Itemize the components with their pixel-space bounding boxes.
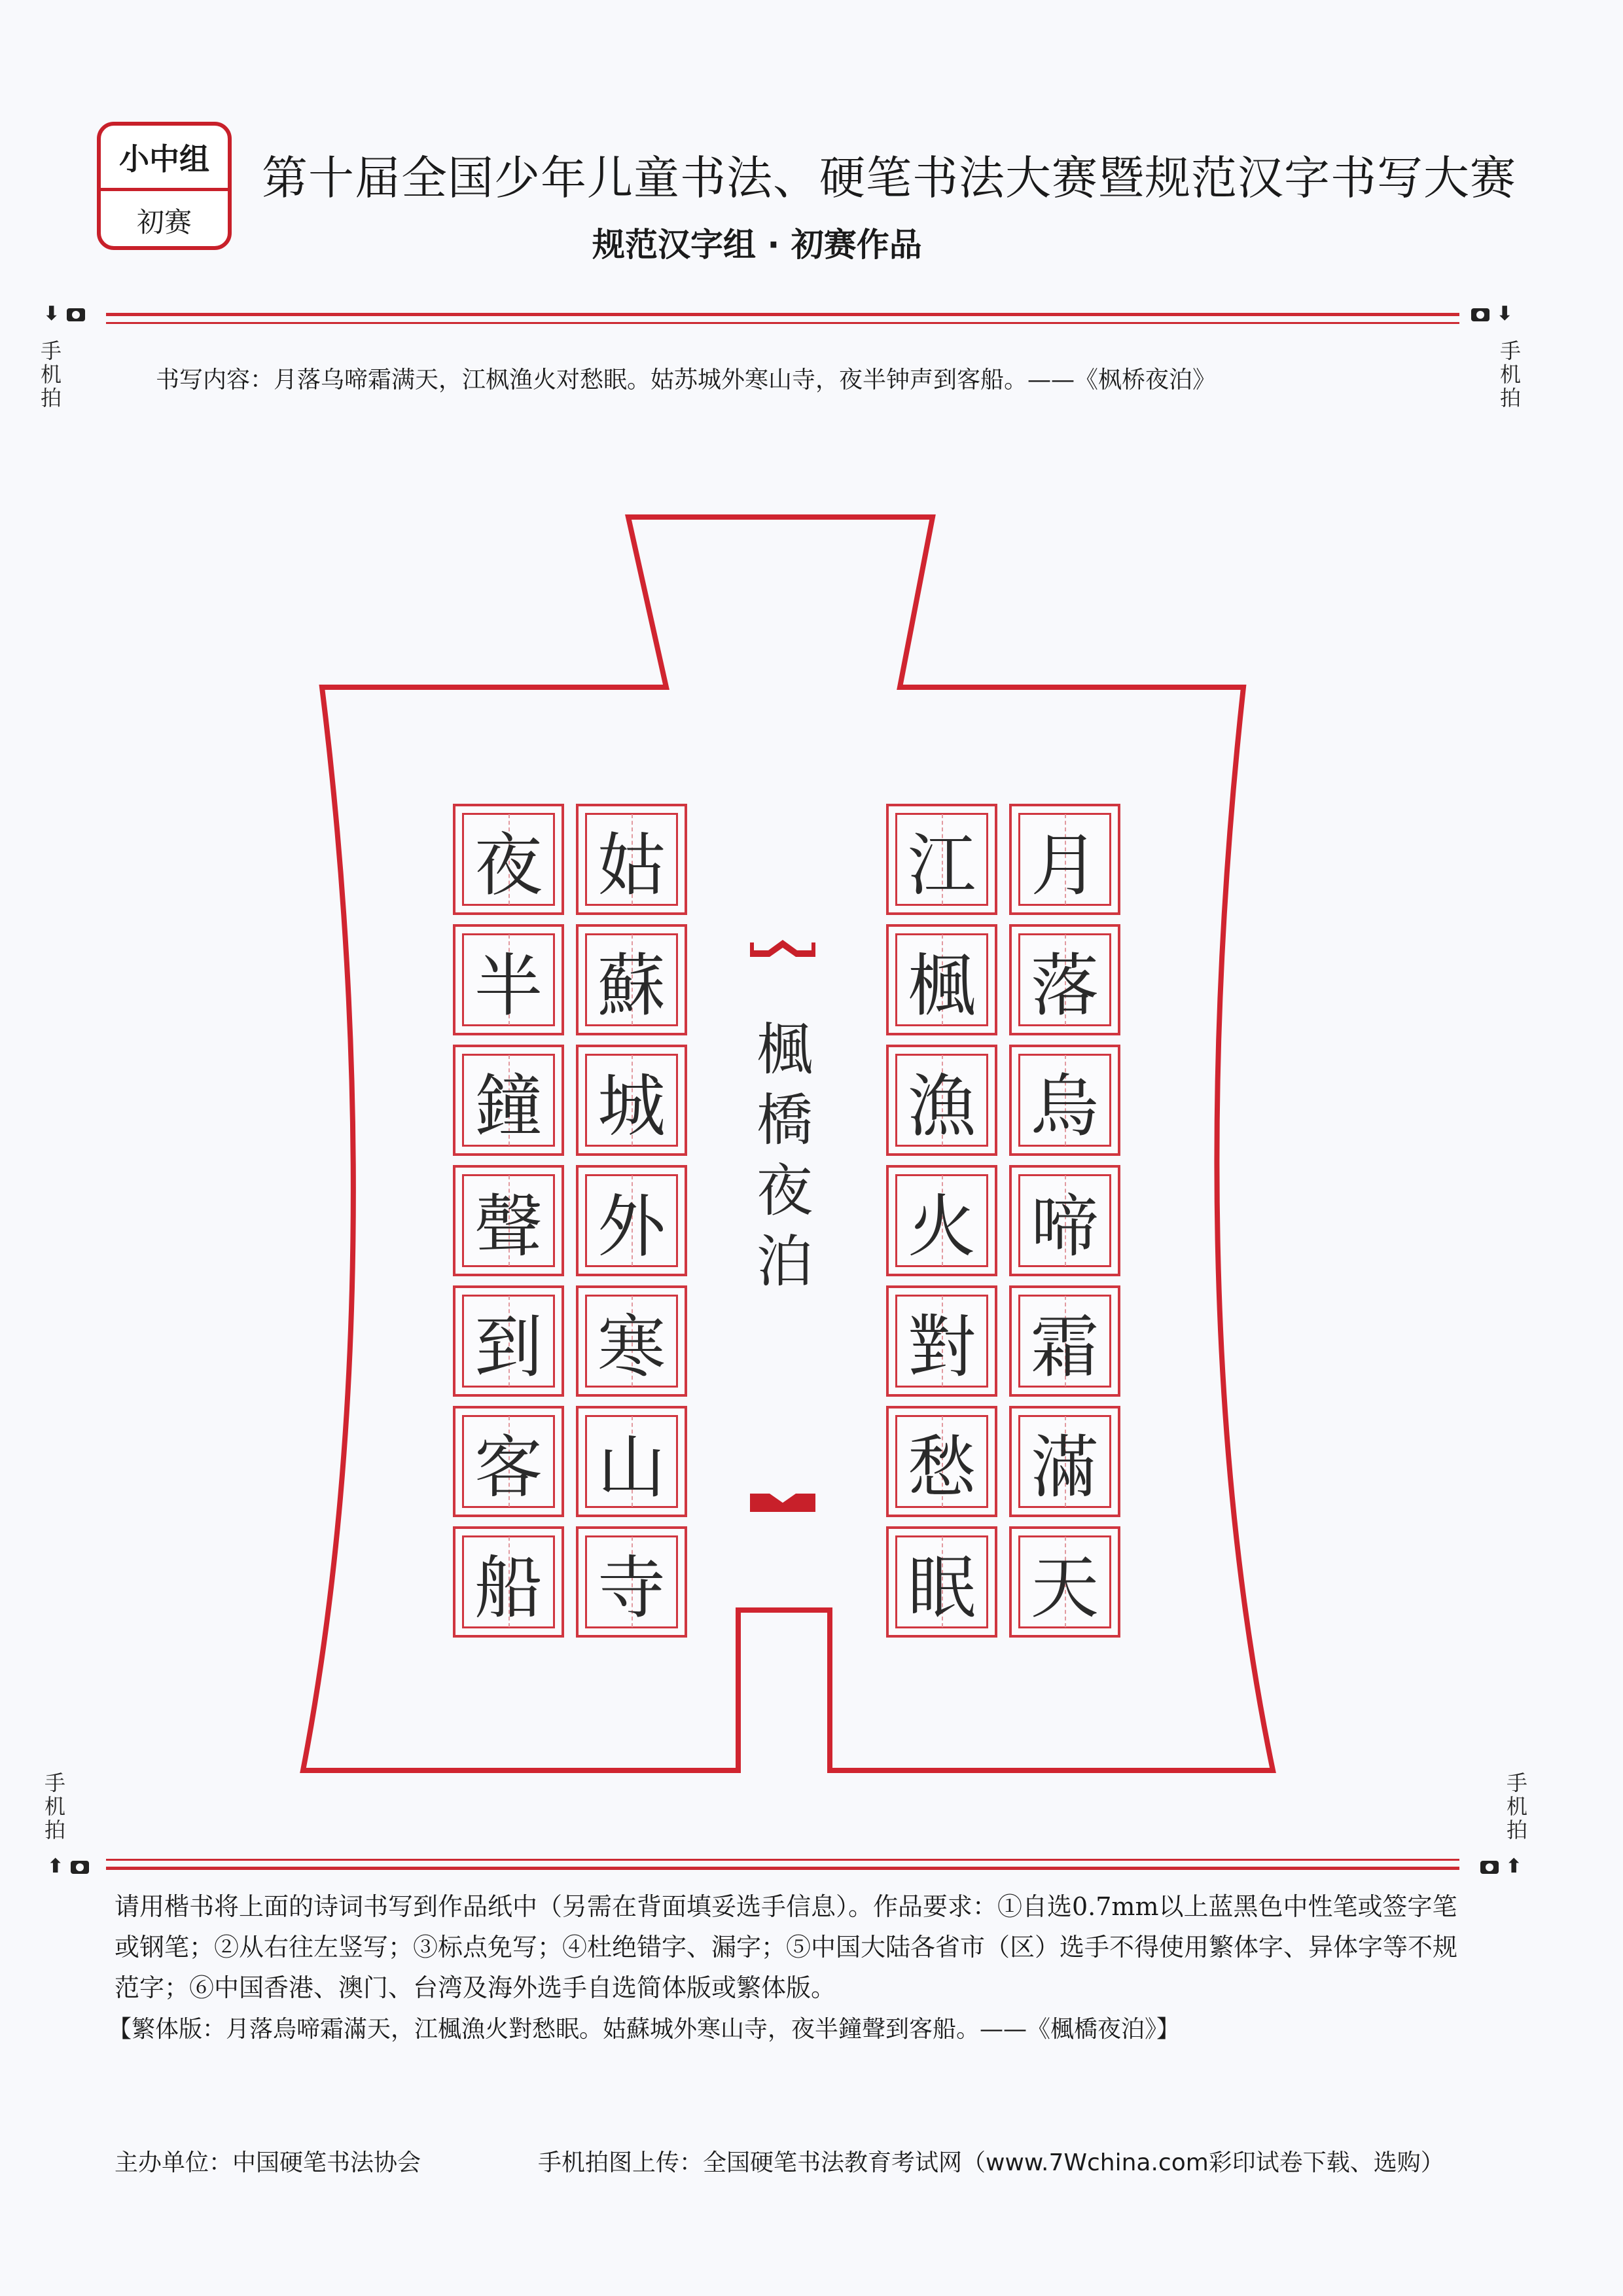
handwritten-char: 眠 [907, 1548, 976, 1628]
grid-cell [453, 1165, 564, 1276]
grid-cell [576, 924, 687, 1035]
handwritten-char: 烏 [1030, 1066, 1099, 1146]
grid-cell [886, 1406, 997, 1517]
photo-mark-bottom-left: 手机拍 [44, 1770, 65, 1842]
handwritten-char: 鐘 [474, 1066, 543, 1146]
group-label: 小中组 [101, 126, 228, 191]
handwritten-char: 霜 [1030, 1307, 1099, 1387]
photo-mark-top-right: 手机拍 [1499, 338, 1521, 410]
grid-cell [576, 1165, 687, 1276]
grid-cell [576, 1406, 687, 1517]
grid-cell [453, 924, 564, 1035]
grid-cell [1009, 1285, 1120, 1397]
handwritten-char: 愁 [907, 1427, 976, 1507]
photo-mark-top-left: 手机拍 [40, 338, 62, 410]
grid-cell [453, 1526, 564, 1638]
grid-cell [453, 1285, 564, 1397]
grid-cell [886, 804, 997, 915]
handwritten-char: 天 [1030, 1548, 1099, 1628]
handwritten-char: 到 [474, 1307, 543, 1387]
round-label: 初赛 [136, 206, 192, 238]
grid-cell [453, 804, 564, 915]
grid-cell [453, 1406, 564, 1517]
handwritten-char: 山 [597, 1427, 666, 1507]
camera-up-icon-bottom-right: ⬆ [1480, 1855, 1522, 1878]
handwritten-char: 寺 [597, 1548, 666, 1628]
handwritten-char: 蘇 [597, 946, 666, 1026]
grid-cell [1009, 804, 1120, 915]
handwritten-char: 姑 [597, 825, 666, 905]
grid-cell [576, 1285, 687, 1397]
grid-cell [1009, 1526, 1120, 1638]
upload-info-text: 手机拍图上传：全国硬笔书法教育考试网（www.7Wchina.com彩印试卷下载、选购） [538, 2149, 1444, 2176]
handwritten-char: 客 [474, 1427, 543, 1507]
grid-cell [1009, 1406, 1120, 1517]
handwritten-char: 火 [907, 1187, 976, 1266]
grid-cell [1009, 1165, 1120, 1276]
grid-cell [576, 804, 687, 915]
handwritten-char: 對 [907, 1307, 976, 1387]
title-bracket-top [750, 940, 815, 957]
handwritten-char: 月 [1030, 825, 1099, 905]
page-subtitle: 规范汉字组 · 初赛作品 [592, 226, 922, 264]
camera-down-icon-top-right: ⬇ [1471, 302, 1513, 325]
handwritten-char: 夜 [474, 825, 543, 905]
handwritten-char: 船 [474, 1548, 543, 1628]
grid-cell [576, 1045, 687, 1156]
handwritten-char: 楓 [907, 946, 976, 1026]
grid-cell [886, 1045, 997, 1156]
handwritten-char: 滿 [1030, 1427, 1099, 1507]
grid-cell [576, 1526, 687, 1638]
grid-cell [886, 1285, 997, 1397]
camera-down-icon-top-left: ⬇ [43, 302, 85, 325]
instructions-text: 请用楷书将上面的诗词书写到作品纸中（另需在背面填妥选手信息）。作品要求：①自选0.7mm以上蓝黑色中性笔或签字笔或钢笔；②从右往左竖写；③标点免写；④杜绝错字、漏字；⑤中国大陆各省市（区）选手不得使用繁体字、异体字等不规范字；⑥中国香港、澳门、台湾及海外选手自选简体版或繁体版。 [115, 1892, 1458, 2002]
page-title: 第十届全国少年儿童书法、硬笔书法大赛暨规范汉字书写大赛 [262, 151, 1516, 205]
grid-cell [1009, 924, 1120, 1035]
handwritten-char: 漁 [907, 1066, 976, 1146]
handwritten-char: 江 [907, 825, 976, 905]
grid-cell [453, 1045, 564, 1156]
bottom-divider-line-thin [106, 1859, 1459, 1861]
title-bracket-bottom [750, 1494, 815, 1512]
handwritten-char: 半 [474, 946, 543, 1026]
handwritten-poem-title: 楓橋夜泊 [757, 1017, 813, 1295]
handwritten-char: 城 [597, 1066, 666, 1146]
camera-up-icon-bottom-left: ⬆ [47, 1855, 89, 1878]
grid-cell [886, 924, 997, 1035]
bottom-divider-line [106, 1867, 1459, 1870]
handwritten-char: 寒 [597, 1307, 666, 1387]
photo-mark-bottom-right: 手机拍 [1506, 1770, 1527, 1842]
grid-cell [886, 1526, 997, 1638]
grid-cell [886, 1165, 997, 1276]
grid-cell [1009, 1045, 1120, 1156]
writing-content-line: 书写内容：月落乌啼霜满天，江枫渔火对愁眠。姑苏城外寒山寺，夜半钟声到客船。——《枫桥夜泊》 [156, 367, 1217, 393]
handwritten-char: 落 [1030, 946, 1099, 1026]
handwritten-char: 啼 [1030, 1187, 1099, 1266]
organizer-text: 主办单位：中国硬笔书法协会 [115, 2149, 421, 2176]
traditional-version-text: 【繁体版：月落烏啼霜滿天，江楓漁火對愁眠。姑蘇城外寒山寺，夜半鐘聲到客船。——《楓橋夜泊》】 [108, 2016, 1181, 2043]
handwritten-char: 聲 [474, 1187, 543, 1266]
handwritten-char: 外 [597, 1187, 666, 1266]
